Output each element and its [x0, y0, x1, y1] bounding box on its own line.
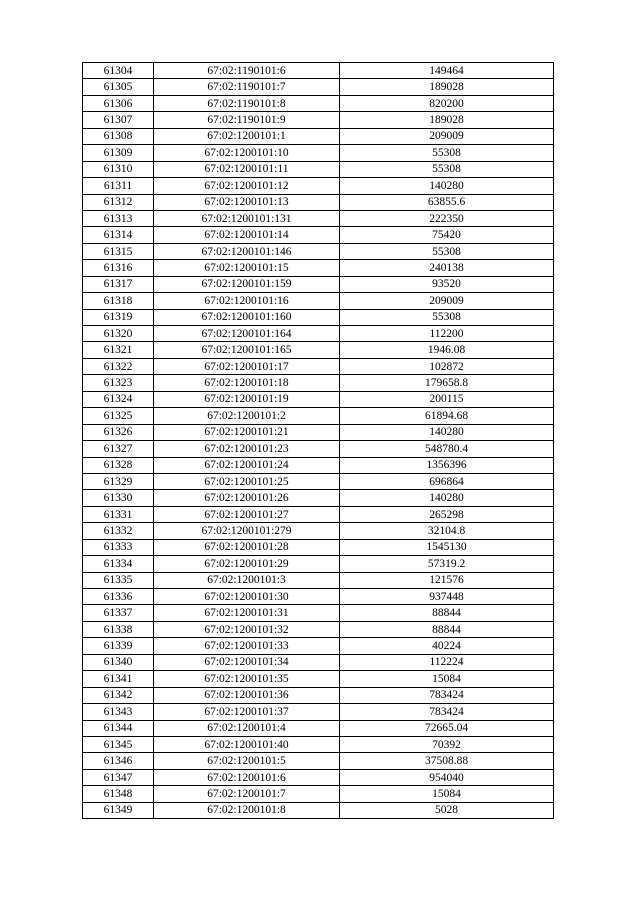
cadastral-number-cell: 67:02:1200101:16: [154, 293, 340, 309]
value-cell: 40224: [340, 638, 554, 654]
row-number-cell: 61342: [83, 687, 154, 703]
value-cell: 1946.08: [340, 342, 554, 358]
cadastral-number-cell: 67:02:1200101:3: [154, 572, 340, 588]
cadastral-number-cell: 67:02:1200101:24: [154, 457, 340, 473]
row-number-cell: 61318: [83, 293, 154, 309]
table-row: [83, 276, 554, 292]
row-number-cell: 61311: [83, 178, 154, 194]
cadastral-number-cell: 67:02:1200101:7: [154, 786, 340, 802]
cadastral-number-cell: 67:02:1200101:15: [154, 260, 340, 276]
row-number-cell: 61327: [83, 441, 154, 457]
cadastral-number-cell: 67:02:1200101:8: [154, 802, 340, 818]
row-number-cell: 61329: [83, 473, 154, 489]
row-number-cell: 61347: [83, 769, 154, 785]
row-number-cell: 61319: [83, 309, 154, 325]
cadastral-number-cell: 67:02:1200101:279: [154, 523, 340, 539]
value-cell: 55308: [340, 145, 554, 161]
cadastral-number-cell: 67:02:1190101:6: [154, 63, 340, 79]
cadastral-number-cell: 67:02:1200101:30: [154, 589, 340, 605]
value-cell: 140280: [340, 424, 554, 440]
row-number-cell: 61306: [83, 95, 154, 111]
cadastral-number-cell: 67:02:1200101:2: [154, 408, 340, 424]
table-row: [83, 145, 554, 161]
value-cell: 140280: [340, 490, 554, 506]
table-row: [83, 194, 554, 210]
row-number-cell: 61335: [83, 572, 154, 588]
table-row: [83, 128, 554, 144]
cadastral-number-cell: 67:02:1200101:160: [154, 309, 340, 325]
row-number-cell: 61310: [83, 161, 154, 177]
cadastral-number-cell: 67:02:1200101:19: [154, 391, 340, 407]
row-number-cell: 61336: [83, 589, 154, 605]
cadastral-number-cell: 67:02:1200101:31: [154, 605, 340, 621]
value-cell: 5028: [340, 802, 554, 818]
cadastral-number-cell: 67:02:1200101:35: [154, 671, 340, 687]
value-cell: 189028: [340, 112, 554, 128]
value-cell: 209009: [340, 293, 554, 309]
row-number-cell: 61322: [83, 358, 154, 374]
value-cell: 200115: [340, 391, 554, 407]
value-cell: 61894.68: [340, 408, 554, 424]
table-row: [83, 79, 554, 95]
row-number-cell: 61348: [83, 786, 154, 802]
cadastral-number-cell: 67:02:1200101:26: [154, 490, 340, 506]
row-number-cell: 61316: [83, 260, 154, 276]
table-row: [83, 112, 554, 128]
row-number-cell: 61340: [83, 654, 154, 670]
cadastral-number-cell: 67:02:1200101:18: [154, 375, 340, 391]
cadastral-number-cell: 67:02:1190101:7: [154, 79, 340, 95]
table-row: [83, 243, 554, 259]
row-number-cell: 61345: [83, 736, 154, 752]
value-cell: 15084: [340, 786, 554, 802]
table-row: [83, 638, 554, 654]
table-row: [83, 720, 554, 736]
table-row: [83, 210, 554, 226]
table-row: [83, 654, 554, 670]
value-cell: 209009: [340, 128, 554, 144]
table-row: [83, 457, 554, 473]
cadastral-number-cell: 67:02:1200101:164: [154, 326, 340, 342]
table-row: [83, 786, 554, 802]
cadastral-number-cell: 67:02:1200101:1: [154, 128, 340, 144]
value-cell: 102872: [340, 358, 554, 374]
row-number-cell: 61320: [83, 326, 154, 342]
cadastral-number-cell: 67:02:1200101:14: [154, 227, 340, 243]
cadastral-value-table: [82, 62, 554, 819]
value-cell: 548780.4: [340, 441, 554, 457]
table-row: [83, 589, 554, 605]
table-row: [83, 671, 554, 687]
cadastral-number-cell: 67:02:1200101:32: [154, 621, 340, 637]
row-number-cell: 61317: [83, 276, 154, 292]
row-number-cell: 61333: [83, 539, 154, 555]
cadastral-number-cell: 67:02:1200101:29: [154, 556, 340, 572]
table-body: [83, 63, 554, 819]
row-number-cell: 61338: [83, 621, 154, 637]
value-cell: 1545130: [340, 539, 554, 555]
table-row: [83, 473, 554, 489]
row-number-cell: 61343: [83, 704, 154, 720]
table-row: [83, 506, 554, 522]
table-row: [83, 539, 554, 555]
row-number-cell: 61349: [83, 802, 154, 818]
table-row: [83, 621, 554, 637]
row-number-cell: 61325: [83, 408, 154, 424]
cadastral-number-cell: 67:02:1200101:4: [154, 720, 340, 736]
cadastral-number-cell: 67:02:1200101:11: [154, 161, 340, 177]
row-number-cell: 61307: [83, 112, 154, 128]
value-cell: 783424: [340, 687, 554, 703]
row-number-cell: 61331: [83, 506, 154, 522]
cadastral-number-cell: 67:02:1200101:27: [154, 506, 340, 522]
cadastral-number-cell: 67:02:1200101:10: [154, 145, 340, 161]
cadastral-number-cell: 67:02:1200101:12: [154, 178, 340, 194]
value-cell: 55308: [340, 309, 554, 325]
row-number-cell: 61337: [83, 605, 154, 621]
value-cell: 63855.6: [340, 194, 554, 210]
table-row: [83, 178, 554, 194]
value-cell: 88844: [340, 605, 554, 621]
table-row: [83, 753, 554, 769]
table-row: [83, 736, 554, 752]
table-row: [83, 260, 554, 276]
cadastral-number-cell: 67:02:1200101:165: [154, 342, 340, 358]
row-number-cell: 61315: [83, 243, 154, 259]
cadastral-number-cell: 67:02:1200101:23: [154, 441, 340, 457]
table-row: [83, 358, 554, 374]
table-row: [83, 293, 554, 309]
cadastral-number-cell: 67:02:1190101:9: [154, 112, 340, 128]
table-row: [83, 687, 554, 703]
row-number-cell: 61312: [83, 194, 154, 210]
table-row: [83, 326, 554, 342]
row-number-cell: 61332: [83, 523, 154, 539]
table-row: [83, 424, 554, 440]
cadastral-number-cell: 67:02:1200101:36: [154, 687, 340, 703]
cadastral-number-cell: 67:02:1200101:40: [154, 736, 340, 752]
table-row: [83, 523, 554, 539]
table-row: [83, 605, 554, 621]
cadastral-number-cell: 67:02:1200101:159: [154, 276, 340, 292]
value-cell: 222350: [340, 210, 554, 226]
value-cell: 93520: [340, 276, 554, 292]
value-cell: 75420: [340, 227, 554, 243]
value-cell: 937448: [340, 589, 554, 605]
row-number-cell: 61324: [83, 391, 154, 407]
table-row: [83, 342, 554, 358]
cadastral-number-cell: 67:02:1200101:131: [154, 210, 340, 226]
value-cell: 140280: [340, 178, 554, 194]
value-cell: 783424: [340, 704, 554, 720]
row-number-cell: 61305: [83, 79, 154, 95]
table-row: [83, 408, 554, 424]
value-cell: 70392: [340, 736, 554, 752]
table-row: [83, 490, 554, 506]
cadastral-number-cell: 67:02:1200101:146: [154, 243, 340, 259]
row-number-cell: 61330: [83, 490, 154, 506]
cadastral-number-cell: 67:02:1200101:17: [154, 358, 340, 374]
table-row: [83, 572, 554, 588]
row-number-cell: 61314: [83, 227, 154, 243]
table-row: [83, 63, 554, 79]
row-number-cell: 61308: [83, 128, 154, 144]
cadastral-number-cell: 67:02:1200101:37: [154, 704, 340, 720]
value-cell: 112200: [340, 326, 554, 342]
row-number-cell: 61334: [83, 556, 154, 572]
value-cell: 179658.8: [340, 375, 554, 391]
row-number-cell: 61328: [83, 457, 154, 473]
cadastral-number-cell: 67:02:1200101:25: [154, 473, 340, 489]
cadastral-number-cell: 67:02:1190101:8: [154, 95, 340, 111]
row-number-cell: 61309: [83, 145, 154, 161]
row-number-cell: 61304: [83, 63, 154, 79]
row-number-cell: 61346: [83, 753, 154, 769]
value-cell: 189028: [340, 79, 554, 95]
cadastral-number-cell: 67:02:1200101:28: [154, 539, 340, 555]
cadastral-number-cell: 67:02:1200101:6: [154, 769, 340, 785]
value-cell: 32104.8: [340, 523, 554, 539]
value-cell: 55308: [340, 161, 554, 177]
value-cell: 820200: [340, 95, 554, 111]
table-row: [83, 391, 554, 407]
value-cell: 696864: [340, 473, 554, 489]
table-row: [83, 769, 554, 785]
row-number-cell: 61321: [83, 342, 154, 358]
value-cell: 112224: [340, 654, 554, 670]
table-row: [83, 227, 554, 243]
cadastral-number-cell: 67:02:1200101:33: [154, 638, 340, 654]
cadastral-number-cell: 67:02:1200101:5: [154, 753, 340, 769]
value-cell: 121576: [340, 572, 554, 588]
value-cell: 55308: [340, 243, 554, 259]
value-cell: 1356396: [340, 457, 554, 473]
cadastral-number-cell: 67:02:1200101:21: [154, 424, 340, 440]
table-row: [83, 161, 554, 177]
cadastral-number-cell: 67:02:1200101:34: [154, 654, 340, 670]
row-number-cell: 61323: [83, 375, 154, 391]
value-cell: 15084: [340, 671, 554, 687]
table-row: [83, 95, 554, 111]
row-number-cell: 61344: [83, 720, 154, 736]
row-number-cell: 61341: [83, 671, 154, 687]
value-cell: 72665.04: [340, 720, 554, 736]
table-row: [83, 556, 554, 572]
value-cell: 57319.2: [340, 556, 554, 572]
value-cell: 149464: [340, 63, 554, 79]
value-cell: 265298: [340, 506, 554, 522]
table-row: [83, 802, 554, 818]
cadastral-number-cell: 67:02:1200101:13: [154, 194, 340, 210]
table-row: [83, 704, 554, 720]
value-cell: 37508.88: [340, 753, 554, 769]
row-number-cell: 61326: [83, 424, 154, 440]
value-cell: 240138: [340, 260, 554, 276]
table-row: [83, 441, 554, 457]
table-row: [83, 375, 554, 391]
value-cell: 88844: [340, 621, 554, 637]
table-row: [83, 309, 554, 325]
value-cell: 954040: [340, 769, 554, 785]
row-number-cell: 61339: [83, 638, 154, 654]
row-number-cell: 61313: [83, 210, 154, 226]
